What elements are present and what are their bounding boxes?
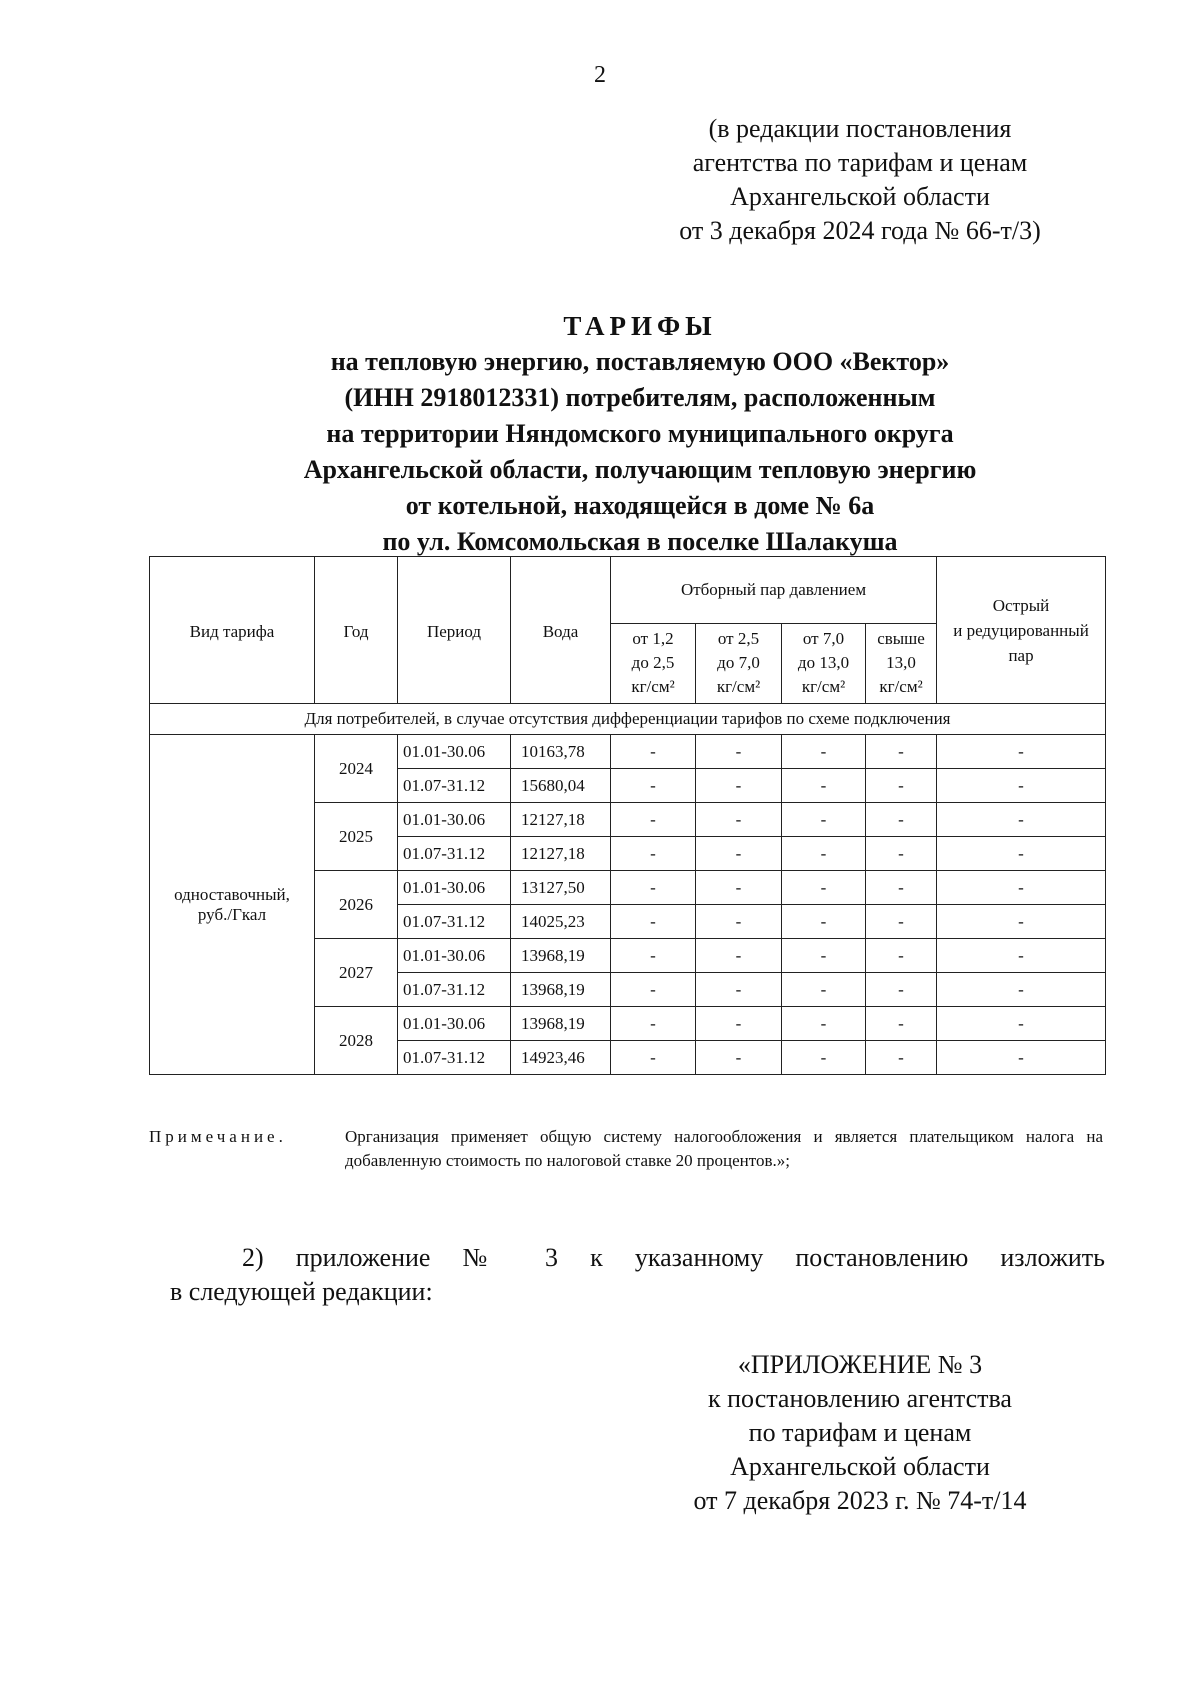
dash-cell: -	[937, 735, 1106, 769]
year-cell: 2028	[315, 1007, 398, 1075]
dash-cell: -	[866, 1007, 937, 1041]
steam-line: от 1,2	[632, 629, 674, 648]
title-line: на территории Няндомского муниципального округа	[326, 419, 954, 448]
tariff-label-line: руб./Гкал	[197, 904, 267, 924]
header-year: Год	[315, 557, 398, 704]
title-line: на тепловую энергию, поставляемую ООО «Вектор»	[330, 347, 950, 376]
header-tariff-type: Вид тарифа	[150, 557, 315, 704]
dash-cell: -	[696, 871, 782, 905]
period-cell: 01.07-31.12	[398, 1041, 511, 1075]
dash-cell: -	[866, 939, 937, 973]
period-cell: 01.07-31.12	[398, 905, 511, 939]
water-cell: 15680,04	[511, 769, 611, 803]
item-2	[170, 1241, 1105, 1309]
water-cell: 14923,46	[511, 1041, 611, 1075]
page-number: 2	[594, 62, 606, 88]
steam-line: до 2,5	[631, 653, 675, 672]
water-cell: 12127,18	[511, 837, 611, 871]
steam-line: от 2,5	[717, 629, 760, 648]
dash-cell: -	[866, 803, 937, 837]
dash-cell: -	[696, 1007, 782, 1041]
header-sharp-line: Острый	[992, 596, 1050, 615]
dash-cell: -	[696, 939, 782, 973]
header-steam-2	[696, 624, 782, 704]
steam-line: кг/см²	[631, 677, 675, 696]
note-label: Примечание.	[149, 1127, 287, 1146]
dash-cell: -	[611, 769, 696, 803]
dash-cell: -	[937, 769, 1106, 803]
dash-cell: -	[937, 803, 1106, 837]
dash-cell: -	[782, 803, 866, 837]
appendix-line: по тарифам и ценам	[748, 1418, 972, 1447]
steam-line: до 13,0	[797, 653, 850, 672]
dash-cell: -	[696, 735, 782, 769]
water-cell: 14025,23	[511, 905, 611, 939]
title-line: по ул. Комсомольская в поселке Шалакуша	[382, 527, 898, 556]
dash-cell: -	[937, 1041, 1106, 1075]
water-cell: 10163,78	[511, 735, 611, 769]
year-cell: 2026	[315, 871, 398, 939]
dash-cell: -	[782, 769, 866, 803]
dash-cell: -	[937, 939, 1106, 973]
steam-line: кг/см²	[716, 677, 761, 696]
header-water: Вода	[511, 557, 611, 704]
title-main: ТАРИФЫ	[563, 311, 717, 341]
dash-cell: -	[611, 803, 696, 837]
item-2-line-2: в следующей редакции:	[170, 1277, 433, 1306]
water-cell: 13968,19	[511, 939, 611, 973]
edition-note	[600, 112, 1120, 248]
dash-cell: -	[782, 939, 866, 973]
appendix-line: Архангельской области	[730, 1452, 990, 1481]
dash-cell: -	[611, 837, 696, 871]
dash-cell: -	[782, 973, 866, 1007]
dash-cell: -	[782, 1007, 866, 1041]
header-steam-1	[611, 624, 696, 704]
period-cell: 01.07-31.12	[398, 837, 511, 871]
appendix-line: «ПРИЛОЖЕНИЕ № 3	[737, 1350, 983, 1379]
dash-cell: -	[937, 1007, 1106, 1041]
dash-cell: -	[937, 837, 1106, 871]
dash-cell: -	[866, 871, 937, 905]
steam-line: свыше	[877, 629, 925, 648]
dash-cell: -	[696, 837, 782, 871]
tariff-label	[150, 735, 315, 1075]
dash-cell: -	[611, 1007, 696, 1041]
header-sharp-steam	[937, 557, 1106, 704]
appendix-line: к постановлению агентства	[708, 1384, 1012, 1413]
edition-line: Архангельской области	[730, 182, 990, 211]
dash-cell: -	[937, 871, 1106, 905]
section-title: Для потребителей, в случае отсутствия дифференциации тарифов по схеме подключения	[150, 704, 1106, 735]
dash-cell: -	[611, 735, 696, 769]
period-cell: 01.07-31.12	[398, 769, 511, 803]
header-steam-3	[782, 624, 866, 704]
appendix-line: от 7 декабря 2023 г. № 74-т/14	[693, 1486, 1027, 1515]
dash-cell: -	[696, 905, 782, 939]
water-cell: 13968,19	[511, 1007, 611, 1041]
steam-line: кг/см²	[879, 677, 923, 696]
dash-cell: -	[611, 1041, 696, 1075]
dash-cell: -	[866, 769, 937, 803]
dash-cell: -	[696, 803, 782, 837]
note-text: Организация применяет общую систему налогообложения и является плательщиком налога на добавленную стоимость по налоговой ставке 20 процентов.»;	[345, 1127, 1103, 1170]
title-line: (ИНН 2918012331) потребителям, расположенным	[344, 383, 936, 412]
dash-cell: -	[611, 939, 696, 973]
edition-line: от 3 декабря 2024 года № 66-т/3)	[679, 216, 1041, 245]
title-line: Архангельской области, получающим тепловую энергию	[303, 455, 977, 484]
tariff-label-line: одноставочный,	[174, 884, 290, 904]
table-row	[150, 735, 1106, 769]
dash-cell: -	[866, 735, 937, 769]
steam-line: кг/см²	[801, 677, 846, 696]
dash-cell: -	[866, 905, 937, 939]
dash-cell: -	[782, 1041, 866, 1075]
dash-cell: -	[782, 871, 866, 905]
dash-cell: -	[937, 905, 1106, 939]
steam-line: от 7,0	[802, 629, 845, 648]
header-sharp-line: пар	[1008, 646, 1034, 665]
period-cell: 01.01-30.06	[398, 871, 511, 905]
period-cell: 01.01-30.06	[398, 735, 511, 769]
edition-line: агентства по тарифам и ценам	[692, 148, 1028, 177]
dash-cell: -	[696, 1041, 782, 1075]
dash-cell: -	[866, 1041, 937, 1075]
dash-cell: -	[866, 837, 937, 871]
water-cell: 13968,19	[511, 973, 611, 1007]
dash-cell: -	[696, 973, 782, 1007]
title-line: от котельной, находящейся в доме № 6а	[405, 491, 875, 520]
period-cell: 01.01-30.06	[398, 1007, 511, 1041]
edition-line: (в редакции постановления	[708, 114, 1012, 143]
item-2-line-1: 2) приложение № 3 к указанному постановлению изложить	[242, 1243, 1105, 1272]
tariff-table	[149, 556, 1106, 1075]
dash-cell: -	[866, 973, 937, 1007]
dash-cell: -	[611, 973, 696, 1007]
header-steam-4	[866, 624, 937, 704]
dash-cell: -	[696, 769, 782, 803]
period-cell: 01.01-30.06	[398, 803, 511, 837]
steam-line: до 7,0	[717, 653, 760, 672]
water-cell: 13127,50	[511, 871, 611, 905]
year-cell: 2027	[315, 939, 398, 1007]
year-cell: 2025	[315, 803, 398, 871]
steam-line: 13,0	[886, 653, 916, 672]
dash-cell: -	[782, 905, 866, 939]
header-steam-group: Отборный пар давлением	[611, 557, 937, 624]
document-title	[240, 308, 1040, 560]
dash-cell: -	[611, 905, 696, 939]
header-period: Период	[398, 557, 511, 704]
appendix-header	[600, 1348, 1120, 1518]
year-cell: 2024	[315, 735, 398, 803]
period-cell: 01.07-31.12	[398, 973, 511, 1007]
period-cell: 01.01-30.06	[398, 939, 511, 973]
dash-cell: -	[782, 735, 866, 769]
dash-cell: -	[782, 837, 866, 871]
dash-cell: -	[611, 871, 696, 905]
dash-cell: -	[937, 973, 1106, 1007]
water-cell: 12127,18	[511, 803, 611, 837]
header-sharp-line: и редуцированный	[953, 621, 1089, 640]
